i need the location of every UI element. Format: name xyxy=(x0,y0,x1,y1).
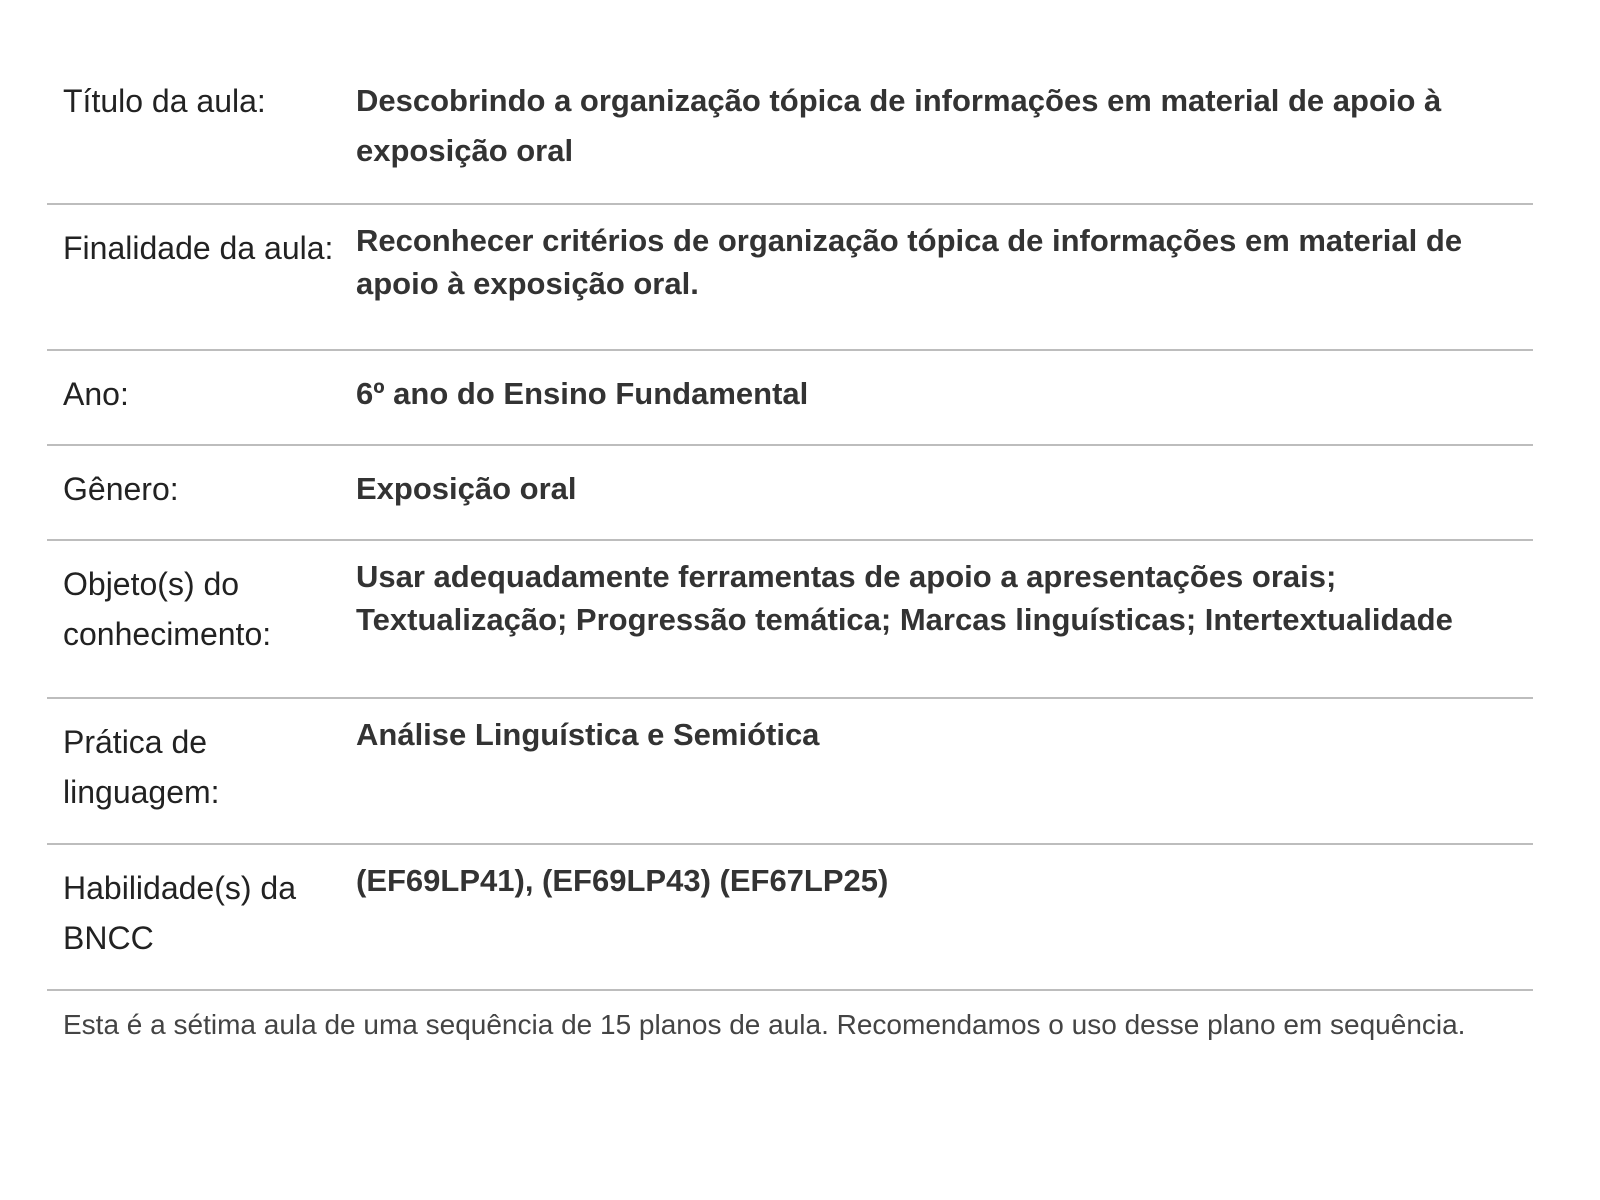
label-objeto: Objeto(s) do conhecimento: xyxy=(63,566,272,652)
value-finalidade: Reconhecer critérios de organização tópica de informações em material de apoio à exposição oral. xyxy=(356,223,1463,301)
row-finalidade xyxy=(47,205,1533,351)
label-habilidades: Habilidade(s) da BNCC xyxy=(63,870,297,956)
label-ano: Ano: xyxy=(63,376,129,412)
value-objeto: Usar adequadamente ferramentas de apoio a apresentações orais; Textualização; Progressão temática; Marcas linguísticas; Intertextualidade xyxy=(356,559,1453,637)
row-genero xyxy=(47,446,1533,541)
row-ano xyxy=(47,351,1533,446)
label-titulo: Título da aula: xyxy=(63,83,266,119)
label-finalidade: Finalidade da aula: xyxy=(63,230,334,266)
row-habilidades xyxy=(47,845,1533,991)
label-genero: Gênero: xyxy=(63,471,179,507)
value-genero: Exposição oral xyxy=(356,471,577,506)
label-pratica: Prática de linguagem: xyxy=(63,724,220,810)
row-titulo xyxy=(47,0,1533,205)
sequence-note: Esta é a sétima aula de uma sequência de 15 planos de aula. Recomendamos o uso desse plano em sequência. xyxy=(63,1009,1466,1040)
lesson-info-table xyxy=(47,0,1533,991)
value-habilidades: (EF69LP41), (EF69LP43) (EF67LP25) xyxy=(356,863,889,898)
value-pratica: Análise Linguística e Semiótica xyxy=(356,717,820,752)
value-titulo: Descobrindo a organização tópica de informações em material de apoio à exposição oral xyxy=(356,83,1442,168)
row-pratica xyxy=(47,699,1533,845)
row-objeto xyxy=(47,541,1533,699)
value-ano: 6º ano do Ensino Fundamental xyxy=(356,376,809,411)
